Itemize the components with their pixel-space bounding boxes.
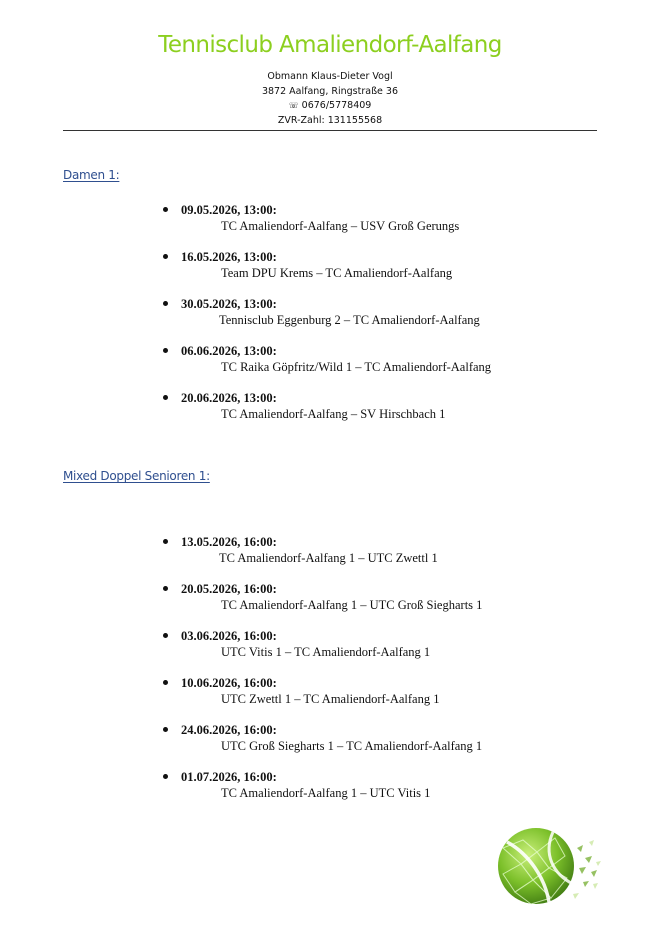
section-heading-mixed: Mixed Doppel Senioren 1:: [63, 469, 210, 483]
list-item: [160, 202, 491, 249]
match-teams: TC Amaliendorf-Aalfang – USV Groß Gerungs: [221, 219, 460, 233]
list-item: [160, 390, 491, 437]
match-date: 09.05.2026, 13:00:: [181, 203, 277, 217]
match-teams: TC Amaliendorf-Aalfang – SV Hirschbach 1: [221, 407, 446, 421]
match-date: 01.07.2026, 16:00:: [181, 770, 277, 784]
match-teams: Team DPU Krems – TC Amaliendorf-Aalfang: [221, 266, 453, 280]
match-teams: TC Amaliendorf-Aalfang 1 – UTC Groß Siegharts 1: [221, 598, 483, 612]
address-line: 3872 Aalfang, Ringstraße 36: [261, 85, 399, 97]
list-item: [160, 343, 491, 390]
chairman-line: Obmann Klaus-Dieter Vogl: [267, 71, 393, 82]
list-item: [160, 628, 482, 675]
header-divider: [63, 130, 597, 131]
match-date: 13.05.2026, 16:00:: [181, 535, 277, 549]
match-teams: UTC Groß Siegharts 1 – TC Amaliendorf-Aalfang 1: [221, 739, 483, 753]
match-list-damen: [160, 202, 491, 437]
phone-number: 0676/5778409: [301, 100, 372, 111]
match-teams: TC Amaliendorf-Aalfang 1 – UTC Vitis 1: [221, 786, 431, 800]
list-item: [160, 249, 491, 296]
match-date: 24.06.2026, 16:00:: [181, 723, 277, 737]
phone-line: [0, 99, 660, 114]
match-date: 30.05.2026, 13:00:: [181, 297, 277, 311]
match-teams: UTC Vitis 1 – TC Amaliendorf-Aalfang 1: [221, 645, 431, 659]
match-date: 20.05.2026, 16:00:: [181, 582, 277, 596]
match-date: 10.06.2026, 16:00:: [181, 676, 277, 690]
list-item: [160, 581, 482, 628]
list-item: [160, 769, 482, 816]
tennis-ball-logo-icon: [493, 818, 605, 918]
list-item: [160, 534, 482, 581]
match-teams: UTC Zwettl 1 – TC Amaliendorf-Aalfang 1: [221, 692, 440, 706]
match-date: 03.06.2026, 16:00:: [181, 629, 277, 643]
match-teams: TC Amaliendorf-Aalfang 1 – UTC Zwettl 1: [219, 551, 438, 565]
match-teams: TC Raika Göpfritz/Wild 1 – TC Amaliendorf-Aalfang: [221, 360, 492, 374]
match-list-mixed: [160, 534, 482, 816]
match-date: 16.05.2026, 13:00:: [181, 250, 277, 264]
letterhead: [0, 28, 660, 128]
list-item: [160, 296, 491, 343]
list-item: [160, 722, 482, 769]
list-item: [160, 675, 482, 722]
zvr-line: ZVR-Zahl: 131155568: [277, 114, 383, 126]
match-teams: Tennisclub Eggenburg 2 – TC Amaliendorf-Aalfang: [219, 313, 480, 327]
club-title: Tennisclub Amaliendorf-Aalfang: [158, 32, 502, 58]
phone-icon: ☏: [288, 101, 299, 110]
match-date: 20.06.2026, 13:00:: [181, 391, 277, 405]
match-date: 06.06.2026, 13:00:: [181, 344, 277, 358]
section-heading-damen: Damen 1:: [63, 168, 120, 182]
